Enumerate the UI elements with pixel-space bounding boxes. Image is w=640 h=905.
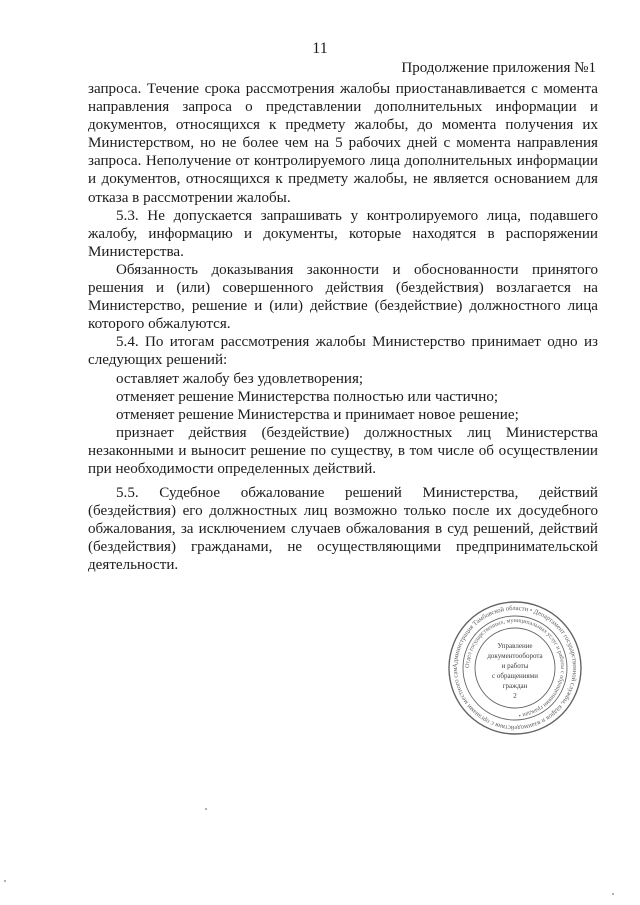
stamp-center-line: Управление	[497, 642, 533, 650]
page-number: 11	[312, 40, 328, 57]
stamp-center-line: и работы	[501, 662, 529, 670]
scan-speck	[612, 893, 614, 895]
document-body	[88, 80, 598, 575]
appendix-note: Продолжение приложения №1	[401, 60, 596, 76]
paragraph-review-suspension: запроса. Течение срока рассмотрения жалобы приостанавливается с момента направления запроса о представлении дополнительных информации и документов, относящихся к предмету жалобы, до момента получения их Министерством, но не более чем на 5 рабочих дней с момента направления запроса. Неполучение от контролируемого лица дополнительных информации и документов, относящихся к предмету жалобы, не является основанием для отказа в рассмотрении жалобы.	[88, 81, 598, 206]
decision-item-new-decision: отменяет решение Министерства и принимает новое решение;	[116, 406, 519, 423]
decision-item-leave-unsatisfied: оставляет жалобу без удовлетворения;	[116, 370, 364, 387]
stamp-center-line: с обращениями	[492, 672, 538, 680]
stamp-inner-ring-text: Отдел государственных, муниципальных услуг и работы с обращениями граждан •	[464, 617, 566, 718]
decision-item-unlawful-actions: признает действия (бездействие) должностных лиц Министерства незаконными и выносит решение по существу, в том числе об осуществлении при необходимости определенных действий.	[88, 424, 598, 477]
scan-speck	[205, 808, 207, 810]
decision-item-cancel-decision: отменяет решение Министерства полностью или частично;	[116, 388, 499, 405]
official-stamp	[447, 600, 583, 736]
stamp-outer-ring-text: Администрация Тамбовской области • Департамент государственной службы, кадров и взаимодействия с органами местного сам	[451, 604, 579, 732]
paragraph-burden-of-proof: Обязанность доказывания законности и обоснованности принятого решения и (или) совершенного действия (бездействия) возлагается на Министерство, решение и (или) действие (бездействие) должностного лица которого обжалуются.	[88, 261, 598, 333]
paragraph-5-5: 5.5. Судебное обжалование решений Министерства, действий (бездействия) его должностных лиц возможно только после их досудебного обжалования, за исключением случаев обжалования в суд решений, действий (бездействия) гражданами, не осуществляющими предпринимательской деятельности.	[88, 485, 598, 574]
stamp-center-line: граждан	[502, 682, 528, 690]
paragraph-5-3: 5.3. Не допускается запрашивать у контролируемого лица, подавшего жалобу, информацию и документы, которые находятся в распоряжении Министерства.	[88, 207, 598, 260]
scan-speck	[4, 880, 6, 882]
stamp-center-line: документооборота	[487, 652, 543, 660]
paragraph-5-4: 5.4. По итогам рассмотрения жалобы Министерство принимает одно из следующих решений:	[88, 334, 598, 369]
stamp-center-line: 2	[513, 692, 517, 700]
